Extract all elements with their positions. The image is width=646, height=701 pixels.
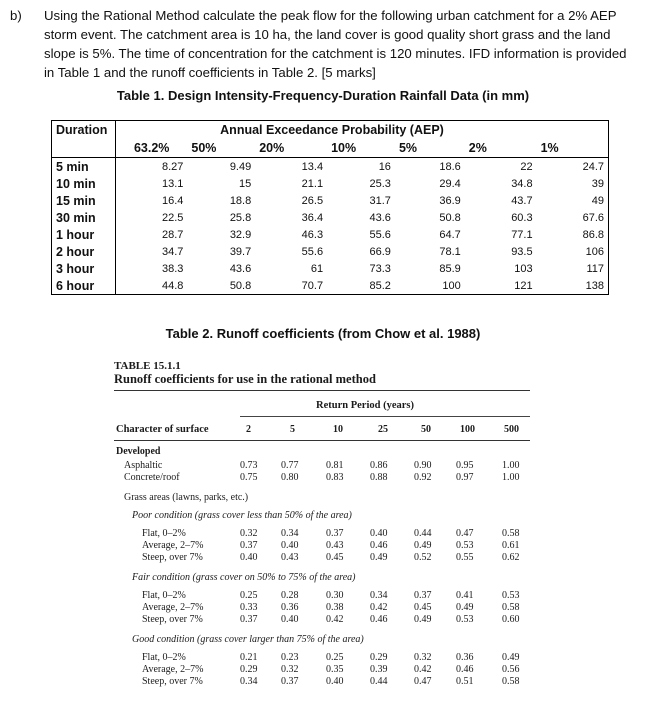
ifd-value-cell: 66.9 (369, 245, 391, 258)
grass-areas-label: Grass areas (lawns, parks, etc.) (124, 492, 249, 503)
surface-name: Average, 2–7% (142, 540, 204, 551)
coefficient-value: 0.90 (414, 460, 432, 471)
coefficient-value: 0.49 (414, 614, 432, 625)
coefficient-value: 0.49 (370, 552, 388, 563)
ifd-value-cell: 73.3 (369, 262, 391, 275)
duration-cell: 5 min (52, 158, 116, 176)
coefficient-value: 0.25 (240, 590, 258, 601)
coefficient-value: 0.49 (414, 540, 432, 551)
coefficient-value: 0.80 (281, 472, 299, 483)
ifd-value-cell: 60.3 (511, 211, 533, 224)
aep-col: 5% (395, 139, 465, 158)
good-condition-label: Good condition (grass cover larger than 75% of the area) (132, 634, 364, 645)
coefficient-value: 0.81 (326, 460, 344, 471)
ifd-value-cell: 34.8 (511, 177, 533, 190)
coefficient-value: 0.29 (240, 664, 258, 675)
ifd-value-cell: 18.8 (229, 194, 252, 207)
runoff-coefficient-table (110, 360, 530, 696)
header-rule (114, 440, 530, 441)
surface-name: Concrete/roof (124, 472, 180, 483)
ifd-value-cell: 16.4 (161, 194, 184, 207)
ifd-value-cell: 55.6 (301, 245, 324, 258)
coefficient-value: 0.40 (370, 528, 388, 539)
ifd-value-cell: 100 (442, 279, 461, 292)
ifd-value-cell: 31.7 (369, 194, 391, 207)
question-text: Using the Rational Method calculate the peak flow for the following urban catchment for a 2% AEP storm event. The catchment area is 10 ha, the land cover is good quality short grass and the land slope is 5%. The time of concentration for the catchment is 120 minutes. IFD information is provided in Table 1 and the runoff coefficients in Table 2. [5 marks] (44, 8, 627, 80)
ifd-value-cell: 106 (585, 245, 604, 258)
coefficient-value: 0.49 (502, 652, 520, 663)
coefficient-value: 0.75 (240, 472, 258, 483)
ifd-value-cell: 39 (591, 177, 604, 190)
coefficient-value: 0.37 (281, 676, 299, 687)
coefficient-value: 0.92 (414, 472, 432, 483)
ifd-value-cell: 39.7 (229, 245, 252, 258)
ifd-value-cell: 36.9 (439, 194, 461, 207)
surface-name: Flat, 0–2% (142, 652, 186, 663)
ifd-value-cell: 85.9 (439, 262, 461, 275)
coefficient-value: 0.37 (240, 614, 258, 625)
ifd-value-cell: 21.1 (301, 177, 324, 190)
surface-name: Average, 2–7% (142, 602, 204, 613)
period-header: 25 (378, 424, 388, 435)
duration-cell: 10 min (52, 175, 116, 192)
ifd-value-cell: 86.8 (582, 228, 604, 241)
ifd-value-cell: 43.7 (511, 194, 533, 207)
scan-table-title: Runoff coefficients for use in the rational method (114, 372, 376, 386)
coefficient-value: 0.38 (326, 602, 344, 613)
ifd-value-cell: 9.49 (229, 160, 252, 173)
coefficient-value: 0.33 (240, 602, 258, 613)
ifd-value-cell: 8.27 (161, 160, 184, 173)
coefficient-value: 0.34 (281, 528, 299, 539)
ifd-row (52, 175, 609, 192)
coefficient-value: 1.00 (502, 472, 520, 483)
surface-name: Flat, 0–2% (142, 528, 186, 539)
ifd-value-cell: 44.8 (161, 279, 184, 292)
ifd-value-cell: 43.6 (369, 211, 391, 224)
coefficient-value: 0.47 (414, 676, 432, 687)
ifd-value-cell: 22.5 (161, 211, 184, 224)
duration-cell: 3 hour (52, 260, 116, 277)
ifd-value-cell: 25.8 (229, 211, 252, 224)
coefficient-value: 0.32 (240, 528, 258, 539)
surface-name: Steep, over 7% (142, 614, 203, 625)
coefficient-value: 0.41 (456, 590, 474, 601)
ifd-value-cell: 50.8 (439, 211, 461, 224)
ifd-value-cell: 70.7 (301, 279, 324, 292)
ifd-value-cell: 55.6 (369, 228, 391, 241)
duration-header-blank (52, 139, 116, 158)
coefficient-value: 0.61 (502, 540, 520, 551)
duration-cell: 30 min (52, 209, 116, 226)
duration-cell: 1 hour (52, 226, 116, 243)
ifd-row (52, 192, 609, 209)
ifd-value-cell: 15 (238, 177, 252, 190)
coefficient-value: 0.55 (456, 552, 474, 563)
ifd-row (52, 260, 609, 277)
ifd-value-cell: 16 (378, 160, 391, 173)
coefficient-value: 0.46 (370, 540, 388, 551)
surface-name: Steep, over 7% (142, 552, 203, 563)
ifd-value-cell: 93.5 (511, 245, 533, 258)
coefficient-value: 0.58 (502, 528, 520, 539)
coefficient-value: 0.37 (326, 528, 344, 539)
poor-condition-label: Poor condition (grass cover less than 50% of the area) (132, 510, 352, 521)
period-header: 5 (290, 424, 295, 435)
coefficient-value: 0.51 (456, 676, 474, 687)
coefficient-value: 0.36 (281, 602, 299, 613)
coefficient-value: 0.45 (414, 602, 432, 613)
ifd-value-cell: 103 (514, 262, 533, 275)
ifd-value-cell: 34.7 (161, 245, 184, 258)
period-header: 100 (460, 424, 475, 435)
ifd-value-cell: 117 (586, 262, 604, 275)
ifd-value-cell: 67.6 (582, 211, 604, 224)
coefficient-value: 0.43 (281, 552, 299, 563)
duration-header: Duration (52, 121, 116, 140)
ifd-value-cell: 26.5 (301, 194, 324, 207)
ifd-value-cell: 22 (520, 160, 533, 173)
coefficient-value: 0.32 (414, 652, 432, 663)
coefficient-value: 0.58 (502, 676, 520, 687)
question-block (10, 6, 634, 82)
coefficient-value: 0.46 (456, 664, 474, 675)
ifd-table (51, 120, 609, 295)
ifd-value-cell: 43.6 (229, 262, 252, 275)
ifd-row (52, 209, 609, 226)
ifd-value-cell: 138 (585, 279, 604, 292)
return-period-rule (240, 416, 530, 417)
ifd-value-cell: 49 (591, 194, 604, 207)
coefficient-value: 0.52 (414, 552, 432, 563)
ifd-value-cell: 46.3 (301, 228, 324, 241)
ifd-value-cell: 77.1 (511, 228, 533, 241)
top-rule (114, 390, 530, 391)
period-header: 2 (246, 424, 251, 435)
period-header: 50 (421, 424, 431, 435)
coefficient-value: 0.40 (326, 676, 344, 687)
period-header: 500 (504, 424, 519, 435)
coefficient-value: 0.30 (326, 590, 344, 601)
surface-header: Character of surface (116, 424, 209, 435)
coefficient-value: 0.46 (370, 614, 388, 625)
fair-condition-label: Fair condition (grass cover on 50% to 75% of the area) (132, 572, 356, 583)
aep-col: 10% (327, 139, 395, 158)
surface-name: Flat, 0–2% (142, 590, 186, 601)
coefficient-value: 0.39 (370, 664, 388, 675)
surface-name: Average, 2–7% (142, 664, 204, 675)
coefficient-value: 0.95 (456, 460, 474, 471)
coefficient-value: 0.34 (240, 676, 258, 687)
ifd-value-cell: 85.2 (369, 279, 391, 292)
coefficient-value: 0.97 (456, 472, 474, 483)
coefficient-value: 0.77 (281, 460, 299, 471)
ifd-value-cell: 13.4 (301, 160, 324, 173)
coefficient-value: 0.56 (502, 664, 520, 675)
coefficient-value: 0.21 (240, 652, 258, 663)
duration-cell: 15 min (52, 192, 116, 209)
coefficient-value: 0.34 (370, 590, 388, 601)
coefficient-value: 0.73 (240, 460, 258, 471)
ifd-value-cell: 13.1 (161, 177, 184, 190)
coefficient-value: 0.42 (414, 664, 432, 675)
aep-col: 63.2% (115, 139, 187, 158)
aep-columns-row (52, 139, 609, 158)
ifd-value-cell: 18.6 (439, 160, 461, 173)
surface-name: Asphaltic (124, 460, 163, 471)
coefficient-value: 1.00 (502, 460, 520, 471)
coefficient-value: 0.60 (502, 614, 520, 625)
coefficient-value: 0.58 (502, 602, 520, 613)
coefficient-value: 0.40 (281, 614, 299, 625)
aep-col: 20% (255, 139, 327, 158)
ifd-row (52, 277, 609, 295)
coefficient-value: 0.44 (370, 676, 388, 687)
ifd-value-cell: 25.3 (369, 177, 391, 190)
coefficient-value: 0.29 (370, 652, 388, 663)
ifd-row (52, 243, 609, 260)
ifd-value-cell: 121 (514, 279, 533, 292)
coefficient-value: 0.28 (281, 590, 299, 601)
aep-col: 50% (187, 139, 255, 158)
ifd-value-cell: 24.7 (582, 160, 604, 173)
coefficient-value: 0.35 (326, 664, 344, 675)
ifd-row (52, 158, 609, 176)
ifd-value-cell: 50.8 (229, 279, 252, 292)
ifd-row (52, 226, 609, 243)
developed-label: Developed (116, 446, 161, 457)
coefficient-value: 0.40 (240, 552, 258, 563)
duration-cell: 6 hour (52, 277, 116, 295)
coefficient-value: 0.36 (456, 652, 474, 663)
coefficient-value: 0.40 (281, 540, 299, 551)
coefficient-value: 0.37 (414, 590, 432, 601)
coefficient-value: 0.25 (326, 652, 344, 663)
ifd-value-cell: 28.7 (161, 228, 184, 241)
coefficient-value: 0.43 (326, 540, 344, 551)
coefficient-value: 0.23 (281, 652, 299, 663)
coefficient-value: 0.62 (502, 552, 520, 563)
ifd-value-cell: 64.7 (439, 228, 461, 241)
coefficient-value: 0.42 (370, 602, 388, 613)
coefficient-value: 0.86 (370, 460, 388, 471)
coefficient-value: 0.45 (326, 552, 344, 563)
table2-caption: Table 2. Runoff coefficients (from Chow et al. 1988) (165, 326, 481, 341)
coefficient-value: 0.88 (370, 472, 388, 483)
coefficient-value: 0.49 (456, 602, 474, 613)
period-header: 10 (333, 424, 343, 435)
coefficient-value: 0.37 (240, 540, 258, 551)
duration-cell: 2 hour (52, 243, 116, 260)
ifd-value-cell: 78.1 (439, 245, 461, 258)
scan-table-number: TABLE 15.1.1 (114, 360, 181, 372)
coefficient-value: 0.83 (326, 472, 344, 483)
ifd-value-cell: 38.3 (161, 262, 184, 275)
coefficient-value: 0.44 (414, 528, 432, 539)
table1-caption: Table 1. Design Intensity-Frequency-Duration Rainfall Data (in mm) (116, 88, 530, 103)
coefficient-value: 0.53 (456, 614, 474, 625)
question-label: b) (10, 8, 22, 23)
ifd-value-cell: 29.4 (439, 177, 461, 190)
aep-header: Annual Exceedance Probability (AEP) (220, 123, 444, 137)
ifd-value-cell: 36.4 (301, 211, 324, 224)
coefficient-value: 0.53 (502, 590, 520, 601)
coefficient-value: 0.42 (326, 614, 344, 625)
ifd-value-cell: 61 (310, 262, 324, 275)
return-period-header: Return Period (years) (316, 400, 414, 411)
coefficient-value: 0.47 (456, 528, 474, 539)
surface-name: Steep, over 7% (142, 676, 203, 687)
ifd-value-cell: 32.9 (229, 228, 252, 241)
aep-col: 2% (465, 139, 537, 158)
coefficient-value: 0.53 (456, 540, 474, 551)
coefficient-value: 0.32 (281, 664, 299, 675)
aep-col: 1% (537, 139, 609, 158)
